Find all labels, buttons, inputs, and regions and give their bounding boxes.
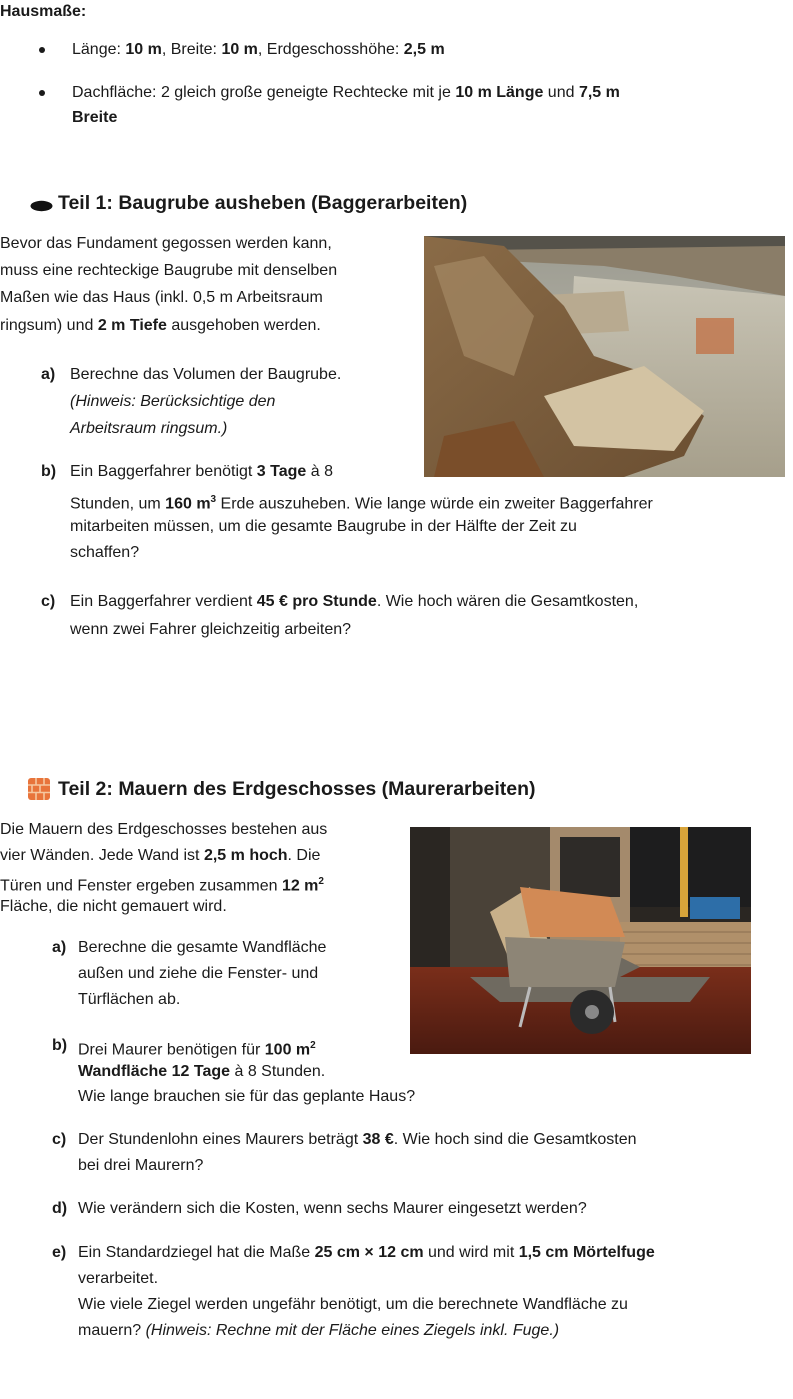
part2-intro-line: Fläche, die nicht gemauert wird. — [0, 898, 227, 915]
part1-intro-line: muss eine rechteckige Baugrube mit denselben — [0, 262, 338, 279]
house-bullet-roof-cont: Breite — [72, 109, 118, 126]
brick-icon — [28, 778, 50, 800]
part1-a-hint: Arbeitsraum ringsum.) — [70, 420, 228, 437]
part1-intro-line: ringsum) und 2 m Tiefe ausgehoben werden. — [0, 317, 321, 334]
part2-c-line: bei drei Maurern? — [78, 1157, 204, 1174]
part1-c-line: wenn zwei Fahrer gleichzeitig arbeiten? — [70, 621, 352, 638]
part1-b-line: schaffen? — [70, 544, 140, 561]
part1-a-label: a) — [41, 366, 56, 383]
part2-e-line: Wie viele Ziegel werden ungefähr benötigt, um die berechnete Wandfläche zu — [78, 1296, 628, 1313]
part2-e-line: verarbeitet. — [78, 1270, 159, 1287]
part1-a-line: Berechne das Volumen der Baugrube. — [70, 366, 342, 383]
part1-heading: Teil 1: Baugrube ausheben (Baggerarbeiten) — [58, 192, 468, 214]
part2-b-line: Wie lange brauchen sie für das geplante Haus? — [78, 1088, 416, 1105]
bullet-dot — [39, 47, 45, 53]
part2-a-line: außen und ziehe die Fenster- und — [78, 965, 319, 982]
part2-intro-line: Türen und Fenster ergeben zusammen 12 $m^2$ — [0, 876, 324, 895]
part1-b-line: Ein Baggerfahrer benötigt 3 Tage à 8 — [70, 463, 333, 480]
part2-c-label: c) — [52, 1131, 67, 1148]
part2-b-label: b) — [52, 1037, 68, 1054]
part2-heading: Teil 2: Mauern des Erdgeschosses (Maurerarbeiten) — [58, 778, 536, 800]
house-title: Hausmaße: — [0, 3, 87, 20]
part1-c-line: Ein Baggerfahrer verdient 45 € pro Stunde. Wie hoch wären die Gesamtkosten, — [70, 593, 639, 610]
part2-d-line: Wie verändern sich die Kosten, wenn sechs Maurer eingesetzt werden? — [78, 1200, 587, 1217]
part2-c-line: Der Stundenlohn eines Maurers beträgt 38 €. Wie hoch sind die Gesamtkosten — [78, 1131, 637, 1148]
part1-b-label: b) — [41, 463, 57, 480]
part1-a-hint: (Hinweis: Berücksichtige den — [70, 393, 276, 410]
part2-e-line: mauern? (Hinweis: Rechne mit der Fläche eines Ziegels inkl. Fuge.) — [78, 1322, 560, 1339]
wheelbarrow-photo — [410, 827, 751, 1054]
house-bullet-dimensions: Länge: 10 m, Breite: 10 m, Erdgeschosshöhe: 2,5 m — [72, 41, 445, 58]
bullet-dot — [39, 90, 45, 96]
part1-b-line: Stunden, um 160 $m^3$ Erde auszuheben. Wie lange würde ein zweiter Baggerfahrer — [70, 494, 653, 513]
excavation-photo — [424, 236, 785, 477]
part1-intro-line: Bevor das Fundament gegossen werden kann, — [0, 235, 332, 252]
house-bullet-roof: Dachfläche: 2 gleich große geneigte Rechtecke mit je 10 m Länge und 7,5 m — [72, 84, 620, 101]
part2-b-line: Wandfläche 12 Tage à 8 Stunden. — [78, 1063, 326, 1080]
part2-a-label: a) — [52, 939, 67, 956]
part1-intro-line: Maßen wie das Haus (inkl. 0,5 m Arbeitsraum — [0, 289, 323, 306]
part2-e-label: e) — [52, 1244, 67, 1261]
part2-intro-line: vier Wänden. Jede Wand ist 2,5 m hoch. Die — [0, 847, 321, 864]
part2-d-label: d) — [52, 1200, 68, 1217]
part2-a-line: Berechne die gesamte Wandfläche — [78, 939, 327, 956]
part2-intro-line: Die Mauern des Erdgeschosses bestehen aus — [0, 821, 328, 838]
hole-icon — [30, 199, 53, 211]
part2-a-line: Türflächen ab. — [78, 991, 181, 1008]
part1-b-line: mitarbeiten müssen, um die gesamte Baugrube in der Hälfte der Zeit zu — [70, 518, 577, 535]
part1-c-label: c) — [41, 593, 56, 610]
part2-b-line: Drei Maurer benötigen für 100 $m^2$ — [78, 1040, 316, 1059]
part2-e-line: Ein Standardziegel hat die Maße 25 cm × 12 cm und wird mit 1,5 cm Mörtelfuge — [78, 1244, 655, 1261]
